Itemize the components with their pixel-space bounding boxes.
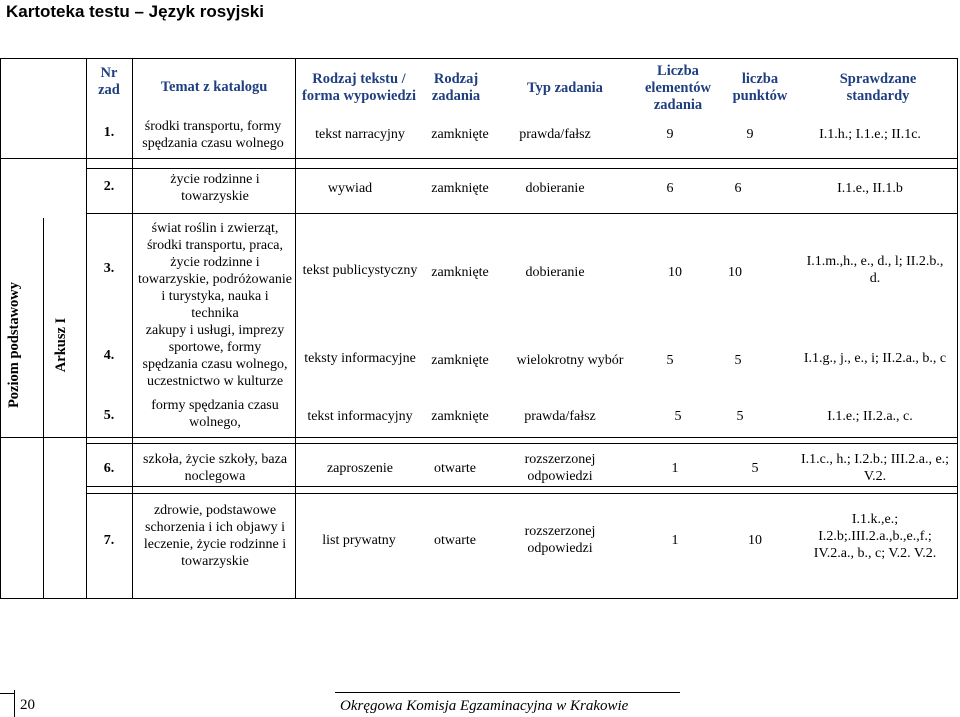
row6-temat: szkoła, życie szkoły, baza noclegowa [142,452,288,484]
header-liczba-elementow: Liczba elementów zadania [644,62,712,113]
row7-elementy: 1 [671,532,679,548]
header-typ-zadania: Typ zadania [527,79,603,96]
row6-punkty: 5 [751,460,759,476]
row7-rodzaj-tekstu: list prywatny [322,532,396,548]
header-nr: Nr zad [98,65,120,98]
row7-typ: rozszerzonej odpowiedzi [524,524,596,556]
row4-typ: wielokrotny wybór [516,352,624,368]
row2-typ: dobieranie [525,180,585,196]
row4-standardy: I.1.g., j., e., i; II.2.a., b., c [803,350,947,366]
sheet-label: Arkusz I [53,317,69,373]
row3-punkty: 10 [728,264,742,280]
row2-temat: życie rodzinne i towarzyskie [170,172,260,204]
row3-typ: dobieranie [525,264,585,280]
row7-standardy: I.1.k.,e.; I.2.b;.III.2.a.,b.,e.,f.; IV.2.a., b., c; V.2. V.2. [813,511,937,561]
header-standardy: Sprawdzane standardy [839,71,917,104]
header-temat: Temat z katalogu [160,78,268,95]
row2-standardy: I.1.e., II.1.b [837,180,903,196]
row5-typ: prawda/fałsz [524,408,596,424]
row5-rodzaj-zadania: zamknięte [431,408,489,424]
row7-rodzaj-zadania: otwarte [434,532,476,548]
level-label: Poziom podstawowy [6,281,22,409]
row2-rodzaj-tekstu: wywiad [327,180,373,196]
row4-rodzaj-zadania: zamknięte [431,352,489,368]
row5-standardy: I.1.e.; II.2.a., c. [827,408,913,424]
footer-text: Okręgowa Komisja Egzaminacyjna w Krakowie [340,698,629,714]
row6-typ: rozszerzonej odpowiedzi [524,452,596,484]
row4-elementy: 5 [666,352,674,368]
row1-nr: 1. [103,124,115,140]
row5-rodzaj-tekstu: tekst informacyjny [307,408,413,424]
row4-nr: 4. [103,347,115,363]
row2-nr: 2. [103,178,115,194]
row6-rodzaj-tekstu: zaproszenie [326,460,394,476]
row5-nr: 5. [103,407,115,423]
header-liczba-punktow: liczba punktów [732,71,788,104]
row3-nr: 3. [103,260,115,276]
row1-typ: prawda/fałsz [519,126,591,142]
row6-nr: 6. [103,460,115,476]
row3-standardy: I.1.m.,h., e., d., l; II.2.b., d. [806,254,944,286]
row3-elementy: 10 [668,264,682,280]
row1-temat: środki transportu, formy spędzania czasu wolnego [142,119,284,151]
row2-rodzaj-zadania: zamknięte [431,180,489,196]
row6-elementy: 1 [671,460,679,476]
row3-temat: świat roślin i zwierząt, środki transportu, praca, życie rodzinne i towarzyskie, podróżowanie i turystyka, nauka i technika [138,221,292,321]
row2-elementy: 6 [666,180,674,196]
row6-standardy: I.1.c., h.; I.2.b.; III.2.a., e.; V.2. [800,452,950,484]
row1-rodzaj-tekstu: tekst narracyjny [315,126,405,142]
row5-elementy: 5 [674,408,682,424]
page-title: Kartoteka testu – Język rosyjski [6,2,264,21]
row7-nr: 7. [103,532,115,548]
row5-temat: formy spędzania czasu wolnego, [151,398,279,430]
footer-left-divider [14,690,15,717]
row2-punkty: 6 [734,180,742,196]
header-rodzaj-zadania: Rodzaj zadania [431,71,481,104]
row1-elementy: 9 [666,126,674,142]
page-number: 20 [20,697,35,713]
row5-punkty: 5 [736,408,744,424]
row3-rodzaj-tekstu: tekst publicystyczny [302,262,418,278]
row4-punkty: 5 [734,352,742,368]
footer-left-rule [0,693,15,694]
row7-temat: zdrowie, podstawowe schorzenia i ich objawy i leczenie, życie rodzinne i towarzyskie [143,503,287,569]
row4-temat: zakupy i usługi, imprezy sportowe, formy spędzania czasu wolnego, uczestnictwo w kulturze [142,323,288,389]
row4-rodzaj-tekstu: teksty informacyjne [304,350,416,366]
row1-standardy: I.1.h.; I.1.e.; II.1c. [819,126,921,142]
header-rodzaj-tekstu: Rodzaj tekstu / forma wypowiedzi [302,71,416,104]
row3-rodzaj-zadania: zamknięte [431,264,489,280]
row7-punkty: 10 [748,532,762,548]
footer-rule [335,692,680,693]
row1-punkty: 9 [746,126,754,142]
row1-rodzaj-zadania: zamknięte [431,126,489,142]
row6-rodzaj-zadania: otwarte [434,460,476,476]
